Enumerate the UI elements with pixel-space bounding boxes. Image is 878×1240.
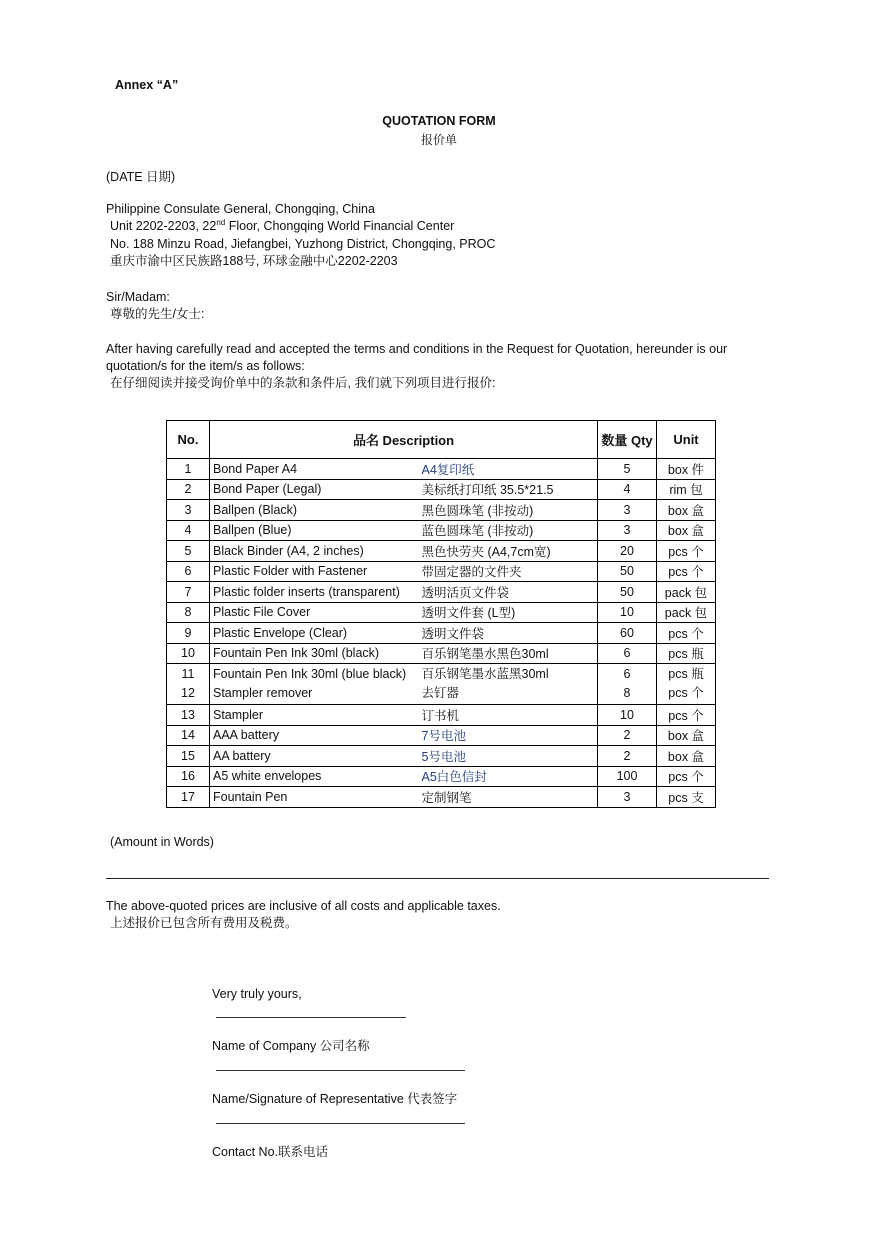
row-no: 9	[167, 623, 210, 644]
table-row	[167, 643, 716, 664]
header-no: No.	[167, 421, 210, 459]
row-description-cn: 带固定器的文件夹	[420, 561, 598, 582]
address-line-3: No. 188 Minzu Road, Jiefangbei, Yuzhong District, Chongqing, PROC	[110, 237, 496, 251]
table-row	[167, 664, 716, 705]
row-qty: 2	[598, 746, 657, 767]
salutation-cn: 尊敬的先生/女士:	[110, 307, 205, 321]
row-description: Fountain Pen Ink 30ml (black)	[210, 643, 420, 664]
row-unit: box 盒	[657, 725, 716, 746]
row-qty: 6	[598, 643, 657, 664]
row-unit: pcs 个	[657, 541, 716, 562]
row-description: Plastic File Cover	[210, 602, 420, 623]
row-unit: rim 包	[657, 479, 716, 500]
row-unit: pcs 个	[657, 766, 716, 787]
row-qty: 2	[598, 725, 657, 746]
row-description: Plastic Envelope (Clear)	[210, 623, 420, 644]
signature-line-3	[216, 1123, 465, 1124]
table-row	[167, 479, 716, 500]
document-title-cn: 报价单	[420, 133, 457, 147]
row-unit: box 盒	[657, 520, 716, 541]
row-description-cn: A4复印纸	[420, 459, 598, 480]
row-description: Plastic folder inserts (transparent)	[210, 582, 420, 603]
intro-line-1: After having carefully read and accepted the terms and conditions in the Request for Quotation, hereunder is our	[106, 342, 728, 356]
row-no: 5	[167, 541, 210, 562]
annex-label: Annex “A”	[115, 78, 179, 92]
row-unit: pack 包	[657, 582, 716, 603]
address-line-1: Philippine Consulate General, Chongqing, China	[106, 202, 375, 216]
signature-line-1	[216, 1017, 406, 1018]
row-no: 6	[167, 561, 210, 582]
table-row	[167, 623, 716, 644]
table-row	[167, 520, 716, 541]
table-row	[167, 766, 716, 787]
row-unit: box 件	[657, 459, 716, 480]
row-no: 3	[167, 500, 210, 521]
table-row	[167, 746, 716, 767]
row-no: 15	[167, 746, 210, 767]
row-qty: 50	[598, 561, 657, 582]
header-description: 品名 Description	[210, 421, 598, 459]
row-unit: pcs 个	[657, 623, 716, 644]
row-no: 7	[167, 582, 210, 603]
row-qty: 20	[598, 541, 657, 562]
row-description: AAA battery	[210, 725, 420, 746]
row-description: Bond Paper (Legal)	[210, 479, 420, 500]
row-unit: pcs 个	[657, 705, 716, 726]
row-qty: 5	[598, 459, 657, 480]
row-no: 11 12	[167, 664, 210, 705]
row-description-cn: 透明活页文件袋	[420, 582, 598, 603]
row-unit: pack 包	[657, 602, 716, 623]
row-description-cn: 百乐钢笔墨水黑色30ml	[420, 643, 598, 664]
row-description-cn: 5号电池	[420, 746, 598, 767]
intro-line-cn: 在仔细阅读并接受询价单中的条款和条件后, 我们就下列项目进行报价:	[110, 376, 496, 390]
row-no: 17	[167, 787, 210, 808]
row-qty: 3	[598, 520, 657, 541]
row-no: 8	[167, 602, 210, 623]
row-description: AA battery	[210, 746, 420, 767]
row-description: A5 white envelopes	[210, 766, 420, 787]
header-unit: Unit	[657, 421, 716, 459]
row-description-cn: 透明文件套 (L型)	[420, 602, 598, 623]
row-description: Fountain Pen	[210, 787, 420, 808]
row-no: 13	[167, 705, 210, 726]
table-row	[167, 500, 716, 521]
taxes-note-en: The above-quoted prices are inclusive of all costs and applicable taxes.	[106, 899, 501, 913]
closing-text: Very truly yours,	[212, 987, 302, 1001]
row-unit: pcs 瓶	[657, 643, 716, 664]
row-unit: pcs 个	[657, 561, 716, 582]
row-qty: 6 8	[598, 664, 657, 705]
row-description-cn: 黑色快劳夹 (A4,7cm宽)	[420, 541, 598, 562]
taxes-note-cn: 上述报价已包含所有费用及税费。	[110, 916, 298, 930]
row-description-cn: 订书机	[420, 705, 598, 726]
row-no: 16	[167, 766, 210, 787]
row-description: Ballpen (Black)	[210, 500, 420, 521]
row-qty: 4	[598, 479, 657, 500]
row-description-cn: A5白色信封	[420, 766, 598, 787]
representative-label: Name/Signature of Representative 代表签字	[212, 1092, 458, 1106]
row-qty: 10	[598, 602, 657, 623]
row-description-cn: 蓝色圆珠笔 (非按动)	[420, 520, 598, 541]
row-unit: pcs 支	[657, 787, 716, 808]
amount-in-words-label: (Amount in Words)	[110, 835, 214, 849]
row-unit: box 盒	[657, 500, 716, 521]
row-description: Ballpen (Blue)	[210, 520, 420, 541]
row-no: 10	[167, 643, 210, 664]
quotation-table	[166, 420, 716, 808]
address-line-2: Unit 2202-2203, 22nd Floor, Chongqing World Financial Center	[110, 217, 455, 233]
amount-line	[106, 878, 769, 879]
row-no: 2	[167, 479, 210, 500]
row-no: 1	[167, 459, 210, 480]
row-unit: pcs 瓶 pcs 个	[657, 664, 716, 705]
table-row	[167, 602, 716, 623]
table-row	[167, 725, 716, 746]
table-header-row	[167, 421, 716, 459]
document-title: QUOTATION FORM	[382, 114, 496, 128]
row-description-cn: 黑色圆珠笔 (非按动)	[420, 500, 598, 521]
row-description: Stampler	[210, 705, 420, 726]
table-row	[167, 561, 716, 582]
table-row	[167, 459, 716, 480]
row-description-cn: 透明文件袋	[420, 623, 598, 644]
row-qty: 60	[598, 623, 657, 644]
contact-label: Contact No.联系电话	[212, 1145, 329, 1159]
signature-line-2	[216, 1070, 465, 1071]
row-unit: box 盒	[657, 746, 716, 767]
salutation-en: Sir/Madam:	[106, 290, 170, 304]
row-description: Black Binder (A4, 2 inches)	[210, 541, 420, 562]
row-description: Plastic Folder with Fastener	[210, 561, 420, 582]
row-description-cn: 百乐钢笔墨水蓝黑30ml 去钉器	[420, 664, 598, 705]
row-qty: 50	[598, 582, 657, 603]
row-description-cn: 定制钢笔	[420, 787, 598, 808]
row-description: Fountain Pen Ink 30ml (blue black) Stampler remover	[210, 664, 420, 705]
row-qty: 10	[598, 705, 657, 726]
row-description-cn: 美标纸打印纸 35.5*21.5	[420, 479, 598, 500]
company-name-label: Name of Company 公司名称	[212, 1039, 370, 1053]
table-row	[167, 541, 716, 562]
date-field: (DATE 日期)	[106, 170, 176, 184]
table-row	[167, 705, 716, 726]
row-qty: 100	[598, 766, 657, 787]
row-no: 14	[167, 725, 210, 746]
row-description: Bond Paper A4	[210, 459, 420, 480]
table-row	[167, 787, 716, 808]
intro-line-2: quotation/s for the item/s as follows:	[106, 359, 305, 373]
row-qty: 3	[598, 787, 657, 808]
header-qty: 数量 Qty	[598, 421, 657, 459]
row-description-cn: 7号电池	[420, 725, 598, 746]
address-line-4: 重庆市渝中区民族路188号, 环球金融中心2202-2203	[110, 254, 398, 268]
row-no: 4	[167, 520, 210, 541]
table-row	[167, 582, 716, 603]
row-qty: 3	[598, 500, 657, 521]
